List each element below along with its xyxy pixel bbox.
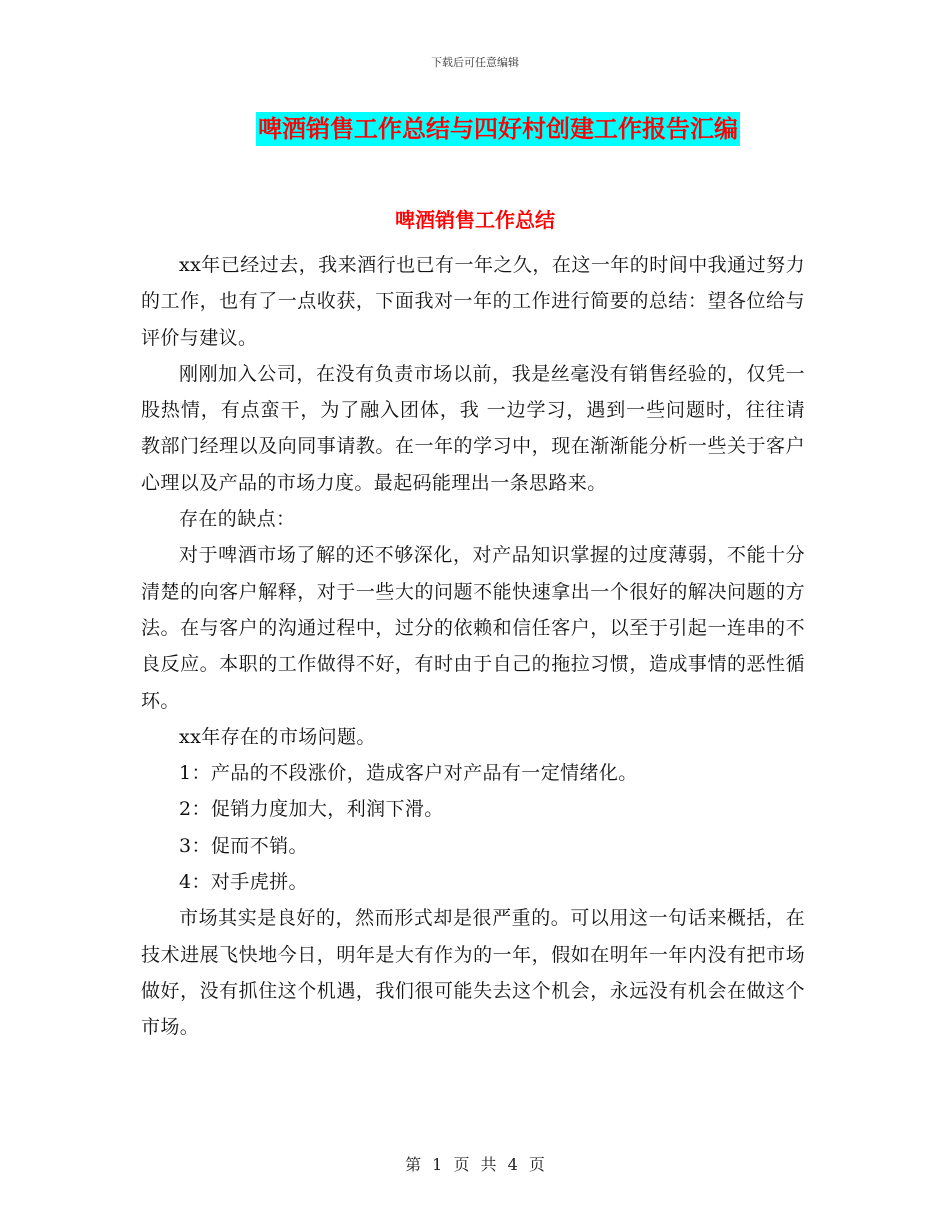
- paragraph-market-problems-heading: xx年存在的市场问题。: [179, 725, 376, 748]
- document-main-title: 啤酒销售工作总结与四好村创建工作报告汇编: [256, 112, 740, 146]
- main-title-container: [0, 112, 950, 146]
- document-body: [141, 247, 805, 1046]
- list-item-problem-4: 4：对手虎拼。: [179, 871, 308, 894]
- list-item-problem-2: 2：促销力度加大，利润下滑。: [179, 798, 444, 821]
- list-item-problem-1: 1：产品的不段涨价，造成客户对产品有一定情绪化。: [179, 762, 638, 785]
- paragraph-market-outlook: 市场其实是良好的，然而形式却是很严重的。可以用这一句话来概括，在技术进展飞快地今日，明年是大有作为的一年，假如在明年一年内没有把市场做好，没有抓住这个机遇，我们很可能失去这个机会，永远没有机会在做这个市场。: [141, 907, 805, 1039]
- page-header-note: 下载后可任意编辑: [431, 56, 519, 69]
- paragraph-joining: 刚刚加入公司，在没有负责市场以前，我是丝毫没有销售经验的，仅凭一股热情，有点蛮干，为了融入团体，我 一边学习，遇到一些问题时，往往请教部门经理以及向同事请教。在一年的学习中，现在渐渐能分析一些关于客户心理以及产品的市场力度。最起码能理出一条思路来。: [141, 362, 805, 494]
- section-title: 啤酒销售工作总结: [395, 208, 555, 232]
- page-number-footer: 第 1 页 共 4 页: [405, 1155, 545, 1174]
- paragraph-shortcomings: 对于啤酒市场了解的还不够深化，对产品知识掌握的过度薄弱，不能十分清楚的向客户解释，对于一些大的问题不能快速拿出一个很好的解决问题的方法。在与客户的沟通过程中，过分的依赖和信任客户，以至于引起一连串的不良反应。本职的工作做得不好，有时由于自己的拖拉习惯，造成事情的恶性循环。: [141, 544, 805, 712]
- list-item-problem-3: 3：促而不销。: [179, 834, 308, 857]
- paragraph-intro: xx年已经过去，我来酒行也已有一年之久，在这一年的时间中我通过努力的工作，也有了一点收获，下面我对一年的工作进行简要的总结：望各位给与评价与建议。: [141, 254, 805, 349]
- paragraph-shortcomings-heading: 存在的缺点：: [179, 508, 296, 531]
